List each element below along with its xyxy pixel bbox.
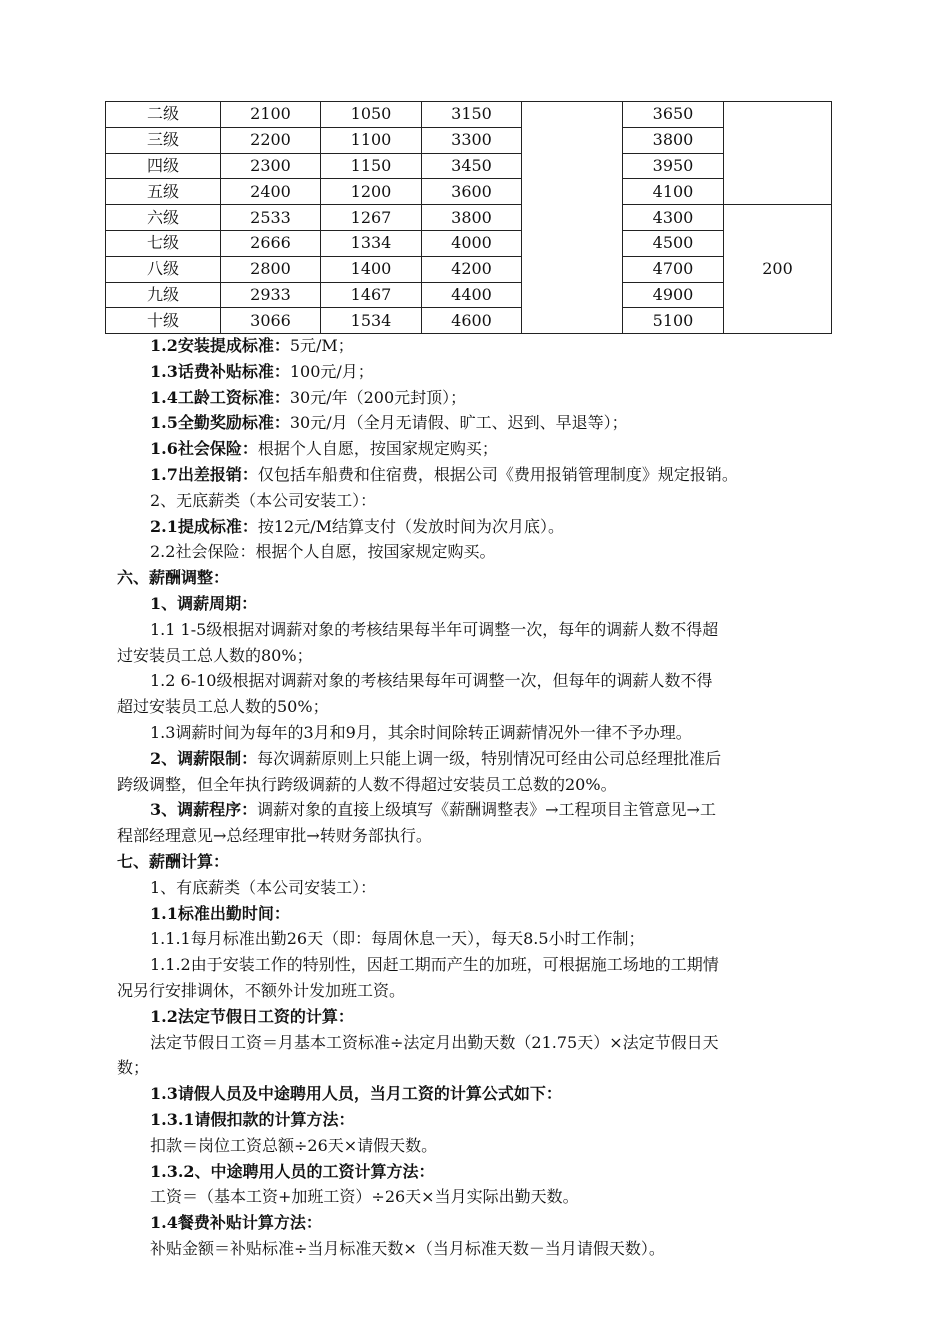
text-line — [117, 668, 842, 694]
text-line — [117, 772, 842, 798]
line-heading: 六、薪酬调整： — [117, 568, 230, 588]
table-cell: 1150 — [321, 153, 422, 179]
table-cell: 4300 — [623, 205, 724, 231]
line-heading: 3、调薪程序： — [150, 800, 258, 820]
line-text: 1.3调薪时间为每年的3月和9月，其余时间除转正调薪情况外一律不予办理。 — [150, 722, 692, 742]
text-line — [117, 1107, 842, 1133]
line-text: 补贴金额＝补贴标准÷当月标准天数×（当月标准天数－当月请假天数）。 — [150, 1238, 665, 1258]
text-line — [117, 1030, 842, 1056]
table-cell: 九级 — [106, 282, 221, 308]
table-cell: 1534 — [321, 308, 422, 334]
table-cell: 4200 — [422, 256, 522, 282]
line-heading: 1.3话费补贴标准： — [150, 361, 290, 381]
text-line — [117, 720, 842, 746]
table-cell-empty — [522, 102, 623, 334]
text-line — [117, 901, 842, 927]
text-line — [117, 797, 842, 823]
table-cell: 4000 — [422, 230, 522, 256]
text-line — [117, 849, 842, 875]
text-line — [117, 385, 842, 411]
table-cell: 六级 — [106, 205, 221, 231]
line-heading: 1.2安装提成标准： — [150, 336, 290, 355]
document-body — [117, 333, 842, 1262]
text-line — [117, 436, 842, 462]
table-row — [106, 308, 832, 334]
table-cell: 1400 — [321, 256, 422, 282]
line-text: 每次调薪原则上只能上调一级，特别情况可经由公司总经理批准后 — [257, 748, 722, 768]
line-text: 跨级调整，但全年执行跨级调薪的人数不得超过安装员工总数的20%。 — [117, 774, 617, 794]
line-text: 1.2 6-10级根据对调薪对象的考核结果每年可调整一次，但每年的调薪人数不得 — [150, 671, 713, 691]
table-cell: 2100 — [221, 102, 321, 128]
allowance-cell: 200 — [724, 205, 832, 334]
table-cell: 3950 — [623, 153, 724, 179]
line-heading: 1.3.2、中途聘用人员的工资计算方法： — [150, 1161, 435, 1181]
text-line — [117, 591, 842, 617]
text-line — [117, 514, 842, 540]
text-line — [117, 565, 842, 591]
table-cell: 3300 — [422, 127, 522, 153]
text-line — [117, 617, 842, 643]
table-cell: 3450 — [422, 153, 522, 179]
table-cell: 2300 — [221, 153, 321, 179]
line-heading: 2、调薪限制： — [150, 748, 258, 768]
line-text: 2、无底薪类（本公司安装工）： — [150, 490, 377, 510]
text-line — [117, 1055, 842, 1081]
table-cell: 三级 — [106, 127, 221, 153]
line-text: 仅包括车船费和住宿费，根据公司《费用报销管理制度》规定报销。 — [257, 464, 738, 484]
line-text: 30元/年（200元封顶）； — [289, 387, 467, 407]
line-heading: 1.3.1请假扣款的计算方法： — [150, 1109, 355, 1129]
text-line — [117, 539, 842, 565]
text-line — [117, 694, 842, 720]
table-cell: 1334 — [321, 230, 422, 256]
table-row — [106, 205, 832, 231]
text-line — [117, 926, 842, 952]
table-row — [106, 256, 832, 282]
table-cell: 4400 — [422, 282, 522, 308]
text-line — [117, 952, 842, 978]
table-cell: 1100 — [321, 127, 422, 153]
table-row — [106, 282, 832, 308]
text-line — [117, 1210, 842, 1236]
line-heading: 1.4餐费补贴计算方法： — [150, 1213, 322, 1233]
text-line — [117, 1133, 842, 1159]
table-row — [106, 127, 832, 153]
line-heading: 1.6社会保险： — [150, 439, 258, 459]
table-row — [106, 179, 832, 205]
line-text: 工资＝（基本工资+加班工资）÷26天×当月实际出勤天数。 — [150, 1187, 579, 1207]
table-cell: 3800 — [422, 205, 522, 231]
line-heading: 1.4工龄工资标准： — [150, 387, 290, 407]
table-cell: 4100 — [623, 179, 724, 205]
text-line — [117, 462, 842, 488]
text-line — [117, 1159, 842, 1185]
table-cell: 4900 — [623, 282, 724, 308]
table-cell: 二级 — [106, 102, 221, 128]
table-cell: 3650 — [623, 102, 724, 128]
table-cell: 八级 — [106, 256, 221, 282]
table-cell-empty — [724, 102, 832, 205]
line-text: 1.1.1每月标准出勤26天（即：每周休息一天），每天8.5小时工作制； — [150, 929, 645, 949]
line-heading: 1.2法定节假日工资的计算： — [150, 1006, 354, 1026]
table-cell: 2533 — [221, 205, 321, 231]
table-cell: 十级 — [106, 308, 221, 334]
line-heading: 1、调薪周期： — [150, 593, 258, 613]
table-cell: 2400 — [221, 179, 321, 205]
table-cell: 4500 — [623, 230, 724, 256]
text-line — [117, 333, 842, 359]
table-cell: 1467 — [321, 282, 422, 308]
text-line — [117, 488, 842, 514]
text-line — [117, 643, 842, 669]
line-heading: 1.5全勤奖励标准： — [150, 413, 290, 433]
line-text: 程部经理意见→总经理审批→转财务部执行。 — [117, 826, 432, 846]
table-cell: 五级 — [106, 179, 221, 205]
line-heading: 1.1标准出勤时间： — [150, 903, 290, 923]
line-text: 超过安装员工总人数的50%； — [117, 697, 329, 717]
line-text: 法定节假日工资＝月基本工资标准÷法定月出勤天数（21.75天）×法定节假日天 — [150, 1032, 719, 1052]
table-cell: 3600 — [422, 179, 522, 205]
text-line — [117, 1004, 842, 1030]
table-cell: 2666 — [221, 230, 321, 256]
table-cell: 4700 — [623, 256, 724, 282]
line-text: 1.1 1-5级根据对调薪对象的考核结果每半年可调整一次，每年的调薪人数不得超 — [150, 619, 719, 639]
table-cell: 1200 — [321, 179, 422, 205]
line-text: 5元/M； — [289, 336, 354, 355]
line-text: 1.1.2由于安装工作的特别性，因赶工期而产生的加班，可根据施工场地的工期情 — [150, 955, 719, 975]
table-cell: 1050 — [321, 102, 422, 128]
line-text: 扣款＝岗位工资总额÷26天×请假天数。 — [150, 1135, 438, 1155]
line-heading: 2.1提成标准： — [150, 516, 258, 536]
line-text: 数； — [117, 1058, 150, 1078]
line-text: 况另行安排调休，不额外计发加班工资。 — [117, 980, 406, 1000]
line-text: 过安装员工总人数的80%； — [117, 645, 313, 665]
line-text: 30元/月（全月无请假、旷工、迟到、早退等）； — [289, 413, 628, 433]
table-cell: 5100 — [623, 308, 724, 334]
line-text: 调薪对象的直接上级填写《薪酬调整表》→工程项目主管意见→工 — [257, 800, 716, 820]
line-text: 按12元/M结算支付（发放时间为次月底）。 — [257, 516, 564, 536]
table-cell: 七级 — [106, 230, 221, 256]
text-line — [117, 823, 842, 849]
text-line — [117, 746, 842, 772]
text-line — [117, 978, 842, 1004]
table-cell: 3150 — [422, 102, 522, 128]
line-heading: 1.7出差报销： — [150, 464, 258, 484]
table-row — [106, 153, 832, 179]
table-cell: 四级 — [106, 153, 221, 179]
line-text: 1、有底薪类（本公司安装工）： — [150, 877, 377, 897]
table-cell: 2800 — [221, 256, 321, 282]
table-row — [106, 230, 832, 256]
table-cell: 3066 — [221, 308, 321, 334]
salary-level-table — [105, 101, 832, 334]
text-line — [117, 359, 842, 385]
text-line — [117, 1236, 842, 1262]
line-text: 根据个人自愿，按国家规定购买； — [257, 439, 498, 459]
line-text: 2.2社会保险：根据个人自愿，按国家规定购买。 — [150, 542, 496, 562]
table-cell: 2200 — [221, 127, 321, 153]
line-heading: 1.3请假人员及中途聘用人员，当月工资的计算公式如下： — [150, 1084, 562, 1104]
table-cell: 3800 — [623, 127, 724, 153]
table-cell: 4600 — [422, 308, 522, 334]
line-text: 100元/月； — [289, 361, 374, 381]
table-cell: 2933 — [221, 282, 321, 308]
line-heading: 七、薪酬计算： — [117, 851, 230, 871]
table-row — [106, 102, 832, 128]
table-cell: 1267 — [321, 205, 422, 231]
text-line — [117, 410, 842, 436]
text-line — [117, 1081, 842, 1107]
text-line — [117, 875, 842, 901]
text-line — [117, 1184, 842, 1210]
